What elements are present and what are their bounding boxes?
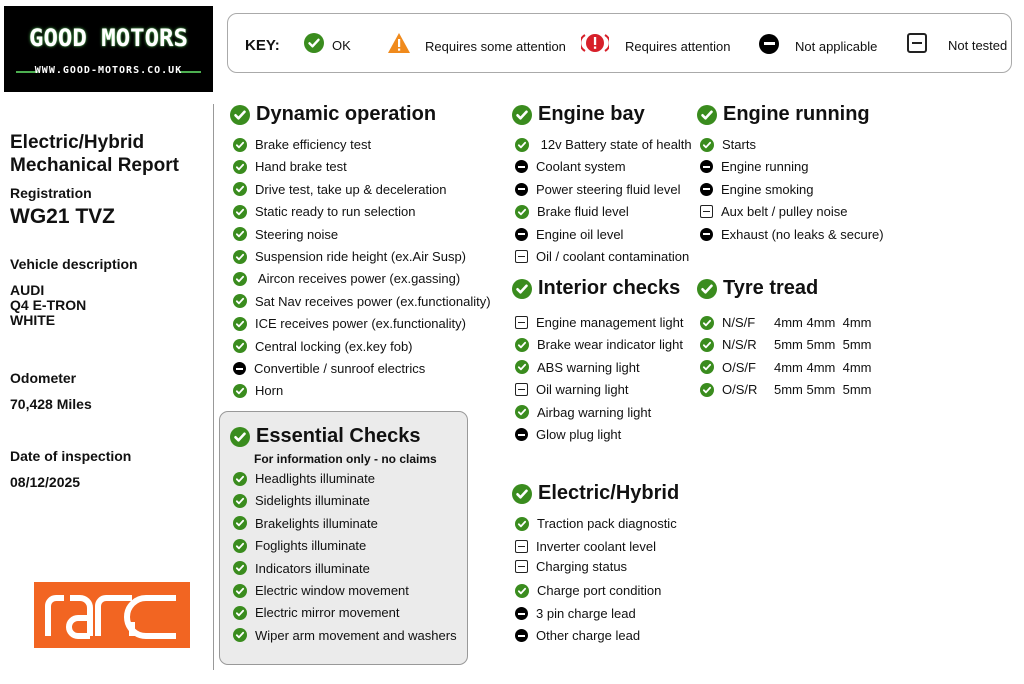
vehicle-colour: WHITE [10,312,56,328]
check-row [233,583,409,598]
check-label: Electric window movement [255,583,409,598]
check-row [700,137,756,152]
logo-name: GOOD MOTORS [29,24,188,52]
not-applicable-icon [759,34,779,54]
not-tested-icon [515,383,528,396]
key-item-ok [304,32,351,53]
column-divider [213,104,214,670]
check-label: Charging status [536,559,628,574]
not-applicable-icon [515,629,528,642]
not-applicable-icon [515,607,528,620]
check-row [233,561,370,576]
section-title-interior [512,277,680,300]
not-tested-icon [515,250,528,263]
tyre-tread-values: 4mm 4mm 4mm [774,359,872,375]
logo-url: WWW.GOOD-MOTORS.CO.UK [34,65,183,76]
check-row [515,227,623,242]
date-value: 08/12/2025 [10,474,81,490]
date-label: Date of inspection [10,448,132,464]
check-label: 12v Battery state of health [537,137,692,152]
essential-checks-subtitle: For information only - no claims [254,452,437,466]
check-row [515,559,627,574]
check-row [233,538,366,553]
ok-icon [515,360,529,374]
ok-icon [515,338,529,352]
report-title-line1: Electric/Hybrid [10,132,145,153]
tyre-position: O/S/R [722,382,758,398]
check-label: Sat Nav receives power (ex.functionality) [255,293,491,309]
ok-icon [233,272,247,286]
key-na-text: Not applicable [795,39,878,54]
check-row [700,337,872,352]
section-title-text: Engine bay [538,103,645,125]
check-row [233,294,491,309]
check-label: Indicators illuminate [255,560,370,576]
check-row [515,249,689,264]
key-nt-text: Not tested [948,38,1008,53]
tyre-position: N/S/F [722,315,756,330]
check-row [233,383,283,398]
ok-icon [700,360,714,374]
ok-icon [233,182,247,196]
tyre-position: N/S/R [722,337,757,353]
ok-icon [512,484,532,504]
check-label: Hand brake test [255,159,347,175]
not-applicable-icon [515,428,528,441]
check-row [515,628,640,643]
rac-logo [34,582,190,648]
ok-icon [512,105,532,125]
check-label: Suspension ride height (ex.Air Susp) [255,249,467,264]
section-title-engine-bay [512,103,645,126]
check-row [700,382,872,397]
not-tested-icon [700,205,713,218]
section-title-engine-running [697,103,870,126]
check-row [515,337,683,352]
check-label: Aircon receives power (ex.gassing) [255,271,461,287]
check-row [233,493,370,508]
not-applicable-icon [515,160,528,173]
check-label: Brakelights illuminate [255,515,378,531]
check-label: Electric mirror movement [255,605,400,621]
vehicle-label: Vehicle description [10,256,138,272]
check-label: ABS warning light [537,359,640,375]
ok-icon [233,384,247,398]
ok-icon [515,205,529,219]
ok-icon [233,494,247,508]
check-label: Horn [255,383,284,399]
check-label: Engine running [721,159,809,175]
ok-icon [233,472,247,486]
ok-icon [233,539,247,553]
section-title-essential [230,425,421,448]
check-label: Oil warning light [536,382,629,398]
check-label: Wiper arm movement and washers [255,627,457,643]
not-applicable-icon [700,160,713,173]
report-title [10,131,179,177]
check-label: Power steering fluid level [536,181,681,197]
not-tested-icon [515,316,528,329]
check-label: Headlights illuminate [255,471,375,486]
registration-value: WG21 TVZ [10,205,116,228]
check-label: Exhaust (no leaks & secure) [721,226,884,242]
check-label: Brake wear indicator light [537,337,683,353]
section-title-tyre [697,277,818,300]
ok-icon [233,250,247,264]
section-title-electric [512,482,679,505]
check-row [515,405,651,420]
odometer-value: 70,428 Miles [10,396,92,412]
tyre-tread-values: 5mm 5mm 5mm [774,337,872,353]
ok-icon [700,338,714,352]
ok-icon [233,138,247,152]
ok-icon [233,317,247,331]
check-label: Static ready to run selection [255,204,416,220]
ok-icon [233,516,247,530]
check-label: Coolant system [536,159,626,175]
check-row [233,204,415,219]
check-row [233,361,425,376]
section-title-dynamic [230,103,436,126]
check-row [700,182,814,197]
check-label: Inverter coolant level [536,539,656,554]
section-title-text: Engine running [723,103,870,125]
check-row [515,516,677,531]
ok-icon [233,205,247,219]
check-row [515,315,683,330]
check-row [700,159,808,174]
check-label: Aux belt / pulley noise [721,204,848,220]
check-row [700,360,872,375]
check-label: Oil / coolant contamination [536,249,690,264]
ok-icon [233,294,247,308]
check-row [233,137,371,152]
ok-icon [697,279,717,299]
check-label: Traction pack diagnostic [537,516,677,531]
ok-icon [512,279,532,299]
check-label: Other charge lead [536,628,641,643]
vehicle-make: AUDI [10,282,45,298]
section-title-text: Electric/Hybrid [538,482,680,504]
check-row [233,159,347,174]
check-row [700,315,872,330]
check-row [233,628,457,643]
check-label: Brake fluid level [537,204,629,220]
check-label: ICE receives power (ex.functionality) [255,316,466,332]
not-applicable-icon [233,362,246,375]
not-applicable-icon [700,183,713,196]
check-row [233,182,447,197]
check-row [515,382,629,397]
ok-icon [515,138,529,152]
alert-icon [581,31,609,55]
check-label: Foglights illuminate [255,538,367,554]
section-title-text: Essential Checks [256,425,421,447]
not-tested-icon [907,33,927,53]
check-row [515,182,681,197]
key-ok-text: OK [332,38,351,53]
registration-label: Registration [10,185,92,201]
check-row [700,227,884,242]
ok-icon [230,427,250,447]
key-warning-text: Requires some attention [425,38,566,54]
check-label: Central locking (ex.key fob) [255,338,413,354]
ok-icon [697,105,717,125]
ok-icon [233,628,247,642]
ok-icon [233,606,247,620]
check-label: Brake efficiency test [255,137,372,152]
check-row [515,539,656,554]
report-title-line2: Mechanical Report [10,155,179,176]
check-row [233,339,413,354]
ok-icon [304,33,324,53]
section-title-text: Dynamic operation [256,103,437,125]
key-alert-text: Requires attention [625,39,731,54]
not-applicable-icon [515,228,528,241]
check-row [515,583,661,598]
check-label: Charge port condition [537,583,662,598]
tyre-tread-values: 5mm 5mm 5mm [774,382,872,398]
ok-icon [233,584,247,598]
tyre-position: O/S/F [722,359,756,375]
odometer-label: Odometer [10,370,77,386]
key-item-alert [581,31,731,55]
check-row [233,316,466,331]
check-row [233,471,375,486]
warning-icon [387,32,411,54]
ok-icon [700,138,714,152]
ok-icon [233,339,247,353]
not-tested-icon [515,560,528,573]
section-title-text: Tyre tread [723,277,819,299]
not-applicable-icon [515,183,528,196]
ok-icon [515,405,529,419]
key-label: KEY: [245,37,280,54]
rac-logo-mark [34,582,190,648]
key-legend [227,13,1012,73]
check-label: Steering noise [255,226,339,242]
check-row [515,137,692,152]
check-row [233,227,338,242]
section-title-text: Interior checks [538,277,681,299]
check-label: Airbag warning light [537,404,652,420]
vehicle-model: Q4 E-TRON [10,297,87,313]
good-motors-logo [4,6,213,92]
check-row [233,271,460,286]
key-item-warning [387,32,566,54]
check-row [233,249,466,264]
not-tested-icon [515,540,528,553]
check-row [233,605,399,620]
check-label: Drive test, take up & deceleration [255,181,447,197]
check-row [515,204,629,219]
check-label: Engine smoking [721,181,814,197]
check-row [700,204,847,219]
not-applicable-icon [700,228,713,241]
check-label: Starts [722,137,756,152]
check-row [233,516,378,531]
ok-icon [515,517,529,531]
check-row [515,360,640,375]
tyre-tread-values: 4mm 4mm 4mm [774,315,872,330]
check-label: Engine management light [536,315,684,330]
ok-icon [233,227,247,241]
ok-icon [515,584,529,598]
check-label: Glow plug light [536,427,622,442]
check-row [515,427,621,442]
vehicle-description [10,283,86,328]
check-label: 3 pin charge lead [536,606,636,621]
ok-icon [233,561,247,575]
ok-icon [700,383,714,397]
check-label: Sidelights illuminate [255,493,370,509]
check-row [515,159,626,174]
check-label: Convertible / sunroof electrics [254,361,426,376]
ok-icon [230,105,250,125]
ok-icon [233,160,247,174]
check-label: Engine oil level [536,226,624,242]
key-item-na [759,33,877,54]
key-item-nt [907,32,1007,53]
ok-icon [700,316,714,330]
check-row [515,606,636,621]
